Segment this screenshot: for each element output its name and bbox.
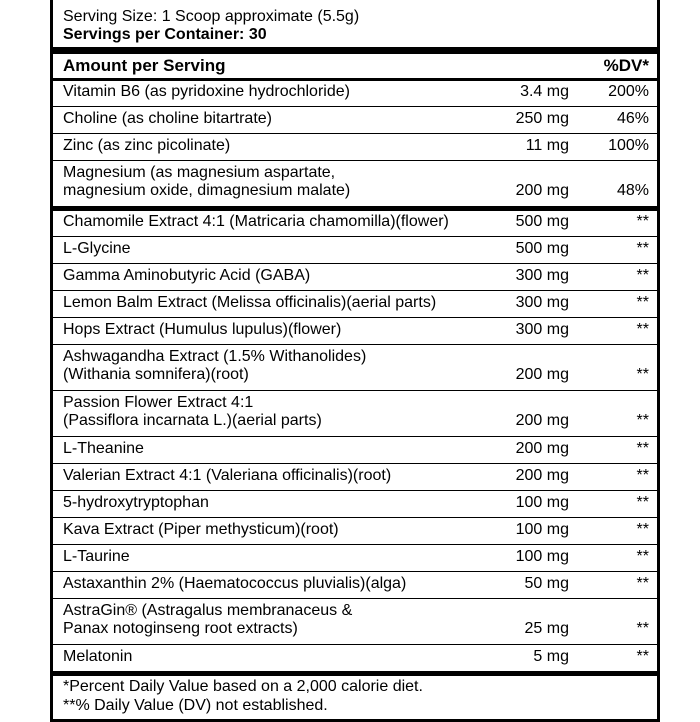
nutrient-row (53, 108, 657, 132)
column-header (63, 55, 649, 77)
ingredient-row (53, 211, 657, 235)
not-established-footnote: **% Daily Value (DV) not established. (63, 697, 328, 714)
ingredient-row (53, 519, 657, 543)
ingredient-amount: 200 mg (515, 467, 569, 484)
ingredient-amount: 250 mg (515, 110, 569, 127)
row-divider (53, 517, 657, 518)
row-divider (53, 571, 657, 572)
footer-divider (53, 671, 657, 676)
ingredient-name: AstraGin® (Astragalus membranaceus & Panax notoginseng root extracts) (63, 602, 353, 637)
ingredient-dv: ** (636, 267, 649, 284)
row-divider (53, 544, 657, 545)
ingredient-name: Passion Flower Extract 4:1 (Passiflora incarnata L.)(aerial parts) (63, 394, 322, 429)
ingredient-name: 5-hydroxytryptophan (63, 494, 209, 511)
ingredient-name: Magnesium (as magnesium aspartate, magnesium oxide, dimagnesium malate) (63, 164, 351, 199)
ingredient-row (53, 492, 657, 516)
row-divider (53, 463, 657, 464)
ingredient-name: Astaxanthin 2% (Haematococcus pluvialis)(alga) (63, 575, 407, 592)
row-divider (53, 644, 657, 645)
ingredient-name: Ashwagandha Extract (1.5% Withanolides) (Withania somnifera)(root) (63, 348, 367, 383)
ingredient-amount: 300 mg (515, 294, 569, 311)
row-divider (53, 263, 657, 264)
ingredient-dv: 200% (608, 83, 649, 100)
row-divider (53, 317, 657, 318)
ingredient-dv: ** (636, 575, 649, 592)
ingredient-row (53, 573, 657, 597)
ingredient-row (53, 465, 657, 489)
servings-per-container: Servings per Container: 30 (63, 26, 267, 43)
ingredient-amount: 200 mg (515, 412, 569, 429)
ingredient-dv: 46% (616, 110, 649, 127)
ingredient-dv: ** (636, 494, 649, 511)
row-divider (53, 133, 657, 134)
ingredient-amount: 500 mg (515, 240, 569, 257)
row-divider (53, 106, 657, 107)
ingredient-dv: ** (636, 321, 649, 338)
ingredient-dv: ** (636, 648, 649, 665)
row-divider (53, 436, 657, 437)
thick-divider (53, 47, 657, 54)
row-divider (53, 598, 657, 599)
ingredient-row (53, 646, 657, 670)
ingredient-name: Valerian Extract 4:1 (Valeriana officinalis)(root) (63, 467, 392, 484)
ingredient-amount: 500 mg (515, 213, 569, 230)
ingredient-dv: ** (636, 521, 649, 538)
ingredient-amount: 11 mg (525, 137, 569, 154)
row-divider (53, 490, 657, 491)
ingredient-dv: ** (636, 548, 649, 565)
ingredient-name: L-Glycine (63, 240, 131, 257)
ingredient-row (53, 600, 657, 644)
ingredient-row (53, 292, 657, 316)
supplement-facts-panel (50, 0, 660, 722)
ingredient-amount: 50 mg (524, 575, 569, 592)
ingredient-name: Choline (as choline bitartrate) (63, 110, 272, 127)
ingredient-dv: 100% (608, 137, 649, 154)
ingredient-amount: 300 mg (515, 267, 569, 284)
row-divider (53, 390, 657, 391)
ingredient-name: L-Theanine (63, 440, 144, 457)
ingredient-row (53, 265, 657, 289)
ingredient-amount: 200 mg (515, 182, 569, 199)
serving-size: Serving Size: 1 Scoop approximate (5.5g) (63, 8, 360, 25)
ingredient-name: Zinc (as zinc picolinate) (63, 137, 231, 154)
ingredient-name: Vitamin B6 (as pyridoxine hydrochloride) (63, 83, 350, 100)
ingredient-row (53, 546, 657, 570)
row-divider (53, 290, 657, 291)
ingredient-name: Lemon Balm Extract (Melissa officinalis)(aerial parts) (63, 294, 437, 311)
ingredient-name: Kava Extract (Piper methysticum)(root) (63, 521, 339, 538)
ingredient-amount: 100 mg (515, 548, 569, 565)
ingredient-amount: 200 mg (515, 440, 569, 457)
ingredient-row (53, 319, 657, 343)
ingredient-amount: 100 mg (515, 494, 569, 511)
ingredient-name: Gamma Aminobutyric Acid (GABA) (63, 267, 311, 284)
nutrient-row (53, 162, 657, 206)
ingredient-amount: 3.4 mg (520, 83, 569, 100)
ingredient-dv: ** (636, 294, 649, 311)
ingredient-dv: ** (636, 213, 649, 230)
row-divider (53, 160, 657, 161)
nutrient-row (53, 135, 657, 159)
ingredient-row (53, 392, 657, 436)
ingredient-dv: ** (636, 412, 649, 429)
ingredient-amount: 25 mg (524, 620, 569, 637)
ingredient-amount: 300 mg (515, 321, 569, 338)
ingredient-row (53, 438, 657, 462)
ingredient-dv: ** (636, 240, 649, 257)
ingredient-amount: 200 mg (515, 366, 569, 383)
ingredient-dv: ** (636, 366, 649, 383)
row-divider (53, 344, 657, 345)
ingredient-name: L-Taurine (63, 548, 130, 565)
ingredient-amount: 100 mg (515, 521, 569, 538)
ingredient-name: Chamomile Extract 4:1 (Matricaria chamomilla)(flower) (63, 213, 449, 230)
row-divider (53, 236, 657, 237)
nutrient-row (53, 81, 657, 105)
ingredient-dv: ** (636, 620, 649, 637)
ingredient-name: Melatonin (63, 648, 133, 665)
ingredient-row (53, 346, 657, 390)
dv-footnote: *Percent Daily Value based on a 2,000 calorie diet. (63, 678, 423, 695)
amount-per-serving-label: Amount per Serving (63, 56, 226, 75)
ingredient-dv: 48% (616, 182, 649, 199)
ingredient-dv: ** (636, 467, 649, 484)
ingredient-amount: 5 mg (533, 648, 569, 665)
ingredient-dv: ** (636, 440, 649, 457)
ingredient-name: Hops Extract (Humulus lupulus)(flower) (63, 321, 342, 338)
ingredient-row (53, 238, 657, 262)
dv-column-label: %DV* (603, 56, 649, 75)
